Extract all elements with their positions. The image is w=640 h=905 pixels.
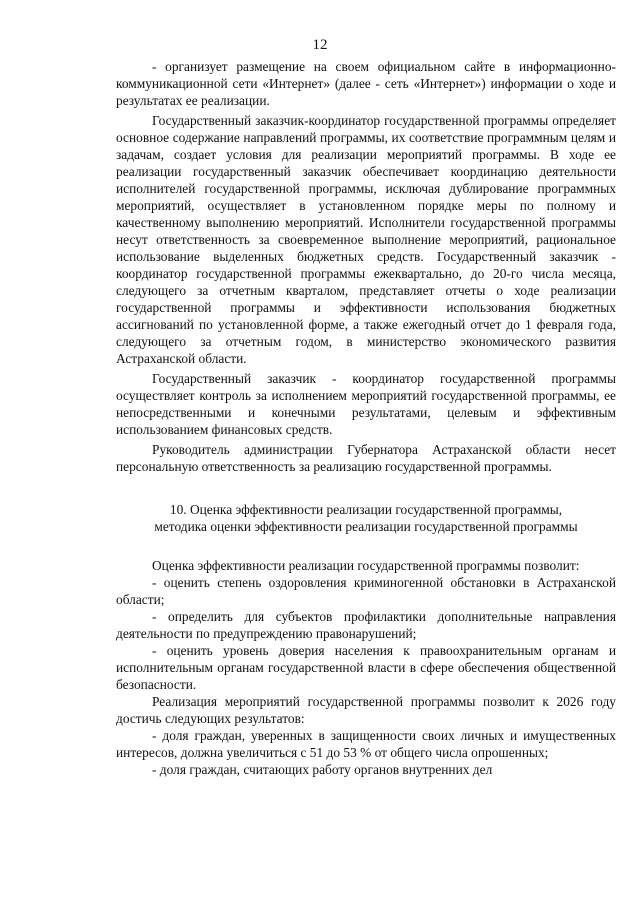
section-heading-line-1: 10. Оценка эффективности реализации государственной программы, <box>169 502 563 517</box>
list-item-crime-situation: - оценить степень оздоровления криминогенной обстановки в Астраханской области; <box>116 575 616 607</box>
paragraph-coordinator-control: Государственный заказчик - координатор государственной программы осуществляет контроль за исполнением мероприятий государственной программы, ее непосредственными и конечными результатами, целевым и эффективным использованием финансовых средств. <box>116 371 616 437</box>
paragraph-head-responsibility: Руководитель администрации Губернатора Астраханской области несет персональную ответственность за реализацию государственной программы. <box>116 442 616 474</box>
page-number: 12 <box>312 37 328 53</box>
list-item-public-trust: - оценить уровень доверия населения к правоохранительным органам и исполнительным органам государственной власти в сфере обеспечения общественной безопасности. <box>116 643 616 692</box>
paragraph-evaluation-intro: Оценка эффективности реализации государственной программы позволит: <box>152 558 580 573</box>
list-item-police-work-share: - доля граждан, считающих работу органов внутренних дел <box>152 762 493 777</box>
paragraph-website-publication: - организует размещение на своем официальном сайте в информационно-коммуникационной сети «Интернет» (далее - сеть «Интернет») информации о ходе и результатах ее реализации. <box>116 59 616 108</box>
list-item-citizens-security-share: - доля граждан, уверенных в защищенности своих личных и имущественных интересов, должна увеличиться с 51 до 53 % от общего числа опрошенных; <box>116 728 616 760</box>
page-content <box>116 58 616 778</box>
paragraph-coordinator-duties: Государственный заказчик-координатор государственной программы определяет основное содержание направлений программы, их соответствие программным целям и задачам, создает условия для реализации мероприятий программы. В ходе ее реализации государственный заказчик обеспечивает координацию деятельности исполнителей государственной программы, исключая дублирование программных мероприятий, осуществляет в установленном порядке меры по полному и качественному выполнению мероприятий. Исполнители государственной программы несут ответственность за своевременное выполнение мероприятий, рациональное использование выделенных бюджетных средств. Государственный заказчик - координатор государственной программы ежеквартально, до 20-го числа месяца, следующего за отчетным кварталом, представляет отчеты о ходе реализации государственной программы и эффективности использования бюджетных ассигнований по установленной форме, а также ежегодный отчет до 1 февраля года, следующего за отчетным годом, в министерство экономического развития Астраханской области. <box>116 113 616 366</box>
paragraph-results-intro: Реализация мероприятий государственной программы позволит к 2026 году достичь следующих результатов: <box>116 694 616 726</box>
section-heading <box>116 501 616 535</box>
section-heading-line-2: методика оценки эффективности реализации государственной программы <box>154 519 578 534</box>
list-item-prevention-directions: - определить для субъектов профилактики дополнительные направления деятельности по предупреждению правонарушений; <box>116 609 616 641</box>
